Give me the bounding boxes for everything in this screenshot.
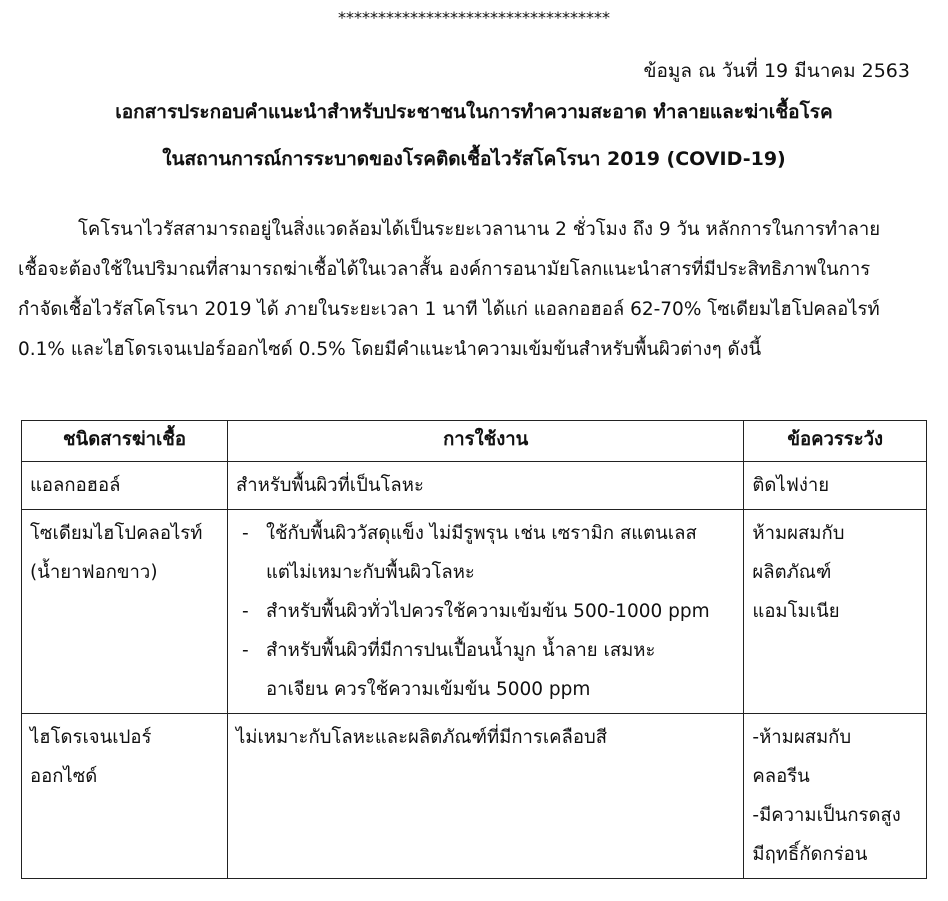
caution-text: ติดไฟง่าย xyxy=(752,475,830,496)
usage-bullet xyxy=(236,514,735,592)
bullet-dash: - xyxy=(241,640,249,661)
usage-bullet-text: ใช้กับพื้นผิววัสดุแข็ง ไม่มีรูพรุน เช่น เซรามิก สแตนเลส xyxy=(265,523,697,544)
agent-cell xyxy=(22,462,228,510)
intro-paragraph xyxy=(18,210,923,370)
paragraph-line: เชื้อจะต้องใช้ในปริมาณที่สามารถฆ่าเชื้อได้ในเวลาสั้น องค์การอนามัยโลกแนะนำสารที่มีประสิทธิภาพในการ xyxy=(18,259,871,280)
agent-name: แอลกอฮอล์ xyxy=(30,475,121,496)
separator-stars: ********************************** xyxy=(338,8,610,27)
caution-cell xyxy=(744,510,927,714)
caution-cell xyxy=(744,714,927,879)
caution-cell xyxy=(744,462,927,510)
table-row xyxy=(22,714,927,879)
usage-cell xyxy=(227,714,743,879)
usage-bullet-text: แต่ไม่เหมาะกับพื้นผิวโลหะ xyxy=(265,562,475,583)
paragraph-line: โคโรนาไวรัสสามารถอยู่ในสิ่งแวดล้อมได้เป็นระยะเวลานาน 2 ชั่วโมง ถึง 9 วัน หลักการในการทำลาย xyxy=(78,219,881,240)
agent-cell xyxy=(22,714,228,879)
usage-text: สำหรับพื้นผิวที่เป็นโลหะ xyxy=(235,475,424,496)
caution-text: ห้ามผสมกับ xyxy=(752,523,845,544)
date-info: ข้อมูล ณ วันที่ 19 มีนาคม 2563 xyxy=(643,60,910,82)
table-header-row xyxy=(22,421,927,462)
bullet-dash: - xyxy=(241,601,249,622)
document-title-line1: เอกสารประกอบคำแนะนำสำหรับประชาชนในการทำความสะอาด ทำลายและฆ่าเชื้อโรค xyxy=(115,101,833,123)
header-usage: การใช้งาน xyxy=(227,421,743,462)
agent-name: ไฮโดรเจนเปอร์ xyxy=(30,727,152,748)
usage-cell xyxy=(227,462,743,510)
usage-text: ไม่เหมาะกับโลหะและผลิตภัณฑ์ที่มีการเคลือบสี xyxy=(235,727,608,748)
usage-bullet-text: สำหรับพื้นผิวทั่วไปควรใช้ความเข้มข้น 500-1000 ppm xyxy=(265,601,710,622)
disinfectant-table xyxy=(21,420,927,879)
caution-text: มีฤทธิ์กัดกร่อน xyxy=(752,844,868,865)
usage-bullet xyxy=(236,631,735,709)
table-row xyxy=(22,462,927,510)
caution-text: ผลิตภัณฑ์ xyxy=(752,562,832,583)
usage-bullet-list xyxy=(236,514,735,709)
table-row xyxy=(22,510,927,714)
bullet-dash: - xyxy=(241,523,249,544)
paragraph-line: 0.1% และไฮโดรเจนเปอร์ออกไซด์ 0.5% โดยมีคำแนะนำความเข้มข้นสำหรับพื้นผิวต่างๆ ดังนี้ xyxy=(18,339,762,360)
header-caution: ข้อควรระวัง xyxy=(744,421,927,462)
agent-name: โซเดียมไฮโปคลอไรท์ xyxy=(30,523,203,544)
usage-bullet-text: สำหรับพื้นผิวที่มีการปนเปื้อนน้ำมูก น้ำลาย เสมหะ xyxy=(265,640,656,661)
header-agent: ชนิดสารฆ่าเชื้อ xyxy=(22,421,228,462)
usage-bullet xyxy=(236,592,735,631)
agent-cell xyxy=(22,510,228,714)
document-title-line2: ในสถานการณ์การระบาดของโรคติดเชื้อไวรัสโคโรนา 2019 (COVID-19) xyxy=(162,148,786,170)
agent-name: ออกไซด์ xyxy=(30,766,98,787)
caution-text: แอมโมเนีย xyxy=(752,601,840,622)
caution-text: -มีความเป็นกรดสูง xyxy=(752,805,901,826)
usage-cell xyxy=(227,510,743,714)
usage-bullet-text: อาเจียน ควรใช้ความเข้มข้น 5000 ppm xyxy=(265,679,591,700)
caution-text: -ห้ามผสมกับ xyxy=(752,727,852,748)
paragraph-line: กำจัดเชื้อไวรัสโคโรนา 2019 ได้ ภายในระยะเวลา 1 นาที ได้แก่ แอลกอฮอล์ 62-70% โซเดียมไฮโปคลอไรท์ xyxy=(18,299,880,320)
caution-text: คลอรีน xyxy=(752,766,810,787)
agent-name: (น้ำยาฟอกขาว) xyxy=(30,562,158,583)
